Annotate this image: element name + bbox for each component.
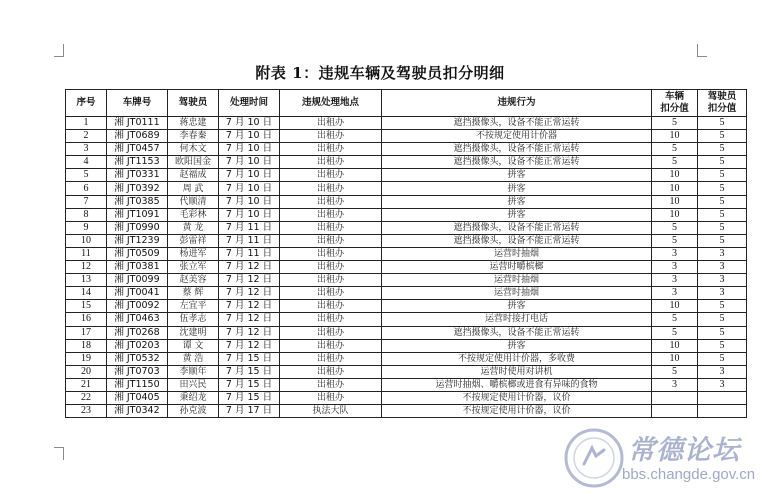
- cell-vehicle-points: 3: [652, 378, 698, 391]
- cell-violation: 拼客: [382, 169, 652, 182]
- cell-serial: 7: [66, 195, 107, 208]
- cell-driver: 李春秦: [168, 130, 219, 143]
- cell-driver: 田兴民: [168, 378, 219, 391]
- header-violation: 违规行为: [382, 90, 652, 117]
- cell-plate: 湘 JT0392: [107, 182, 168, 195]
- header-driver: 驾驶员: [168, 90, 219, 117]
- cell-date: 7 月 12 日: [219, 300, 280, 313]
- cell-violation: 遮挡摄像头，设备不能正常运转: [382, 143, 652, 156]
- watermark-url: bbs.changde.gov.cn: [622, 466, 756, 483]
- cell-date: 7 月 10 日: [219, 130, 280, 143]
- cell-plate: 湘 JT0703: [107, 365, 168, 378]
- cell-date: 7 月 11 日: [219, 247, 280, 260]
- cell-location: 出租办: [280, 287, 382, 300]
- cell-driver: 黄 龙: [168, 221, 219, 234]
- cell-location: 出租办: [280, 300, 382, 313]
- cell-vehicle-points: 3: [652, 247, 698, 260]
- cell-serial: 10: [66, 234, 107, 247]
- cell-vehicle-points: 5: [652, 156, 698, 169]
- cell-date: 7 月 12 日: [219, 274, 280, 287]
- cell-violation: 遮挡摄像头，设备不能正常运转: [382, 326, 652, 339]
- forum-watermark: [558, 426, 758, 490]
- table-row: [66, 378, 747, 391]
- cell-plate: 湘 JT1150: [107, 378, 168, 391]
- cell-serial: 13: [66, 274, 107, 287]
- cell-serial: 1: [66, 117, 107, 130]
- cell-violation: 拼客: [382, 182, 652, 195]
- cell-location: 出租办: [280, 247, 382, 260]
- cell-violation: 运营时嚼槟榔: [382, 261, 652, 274]
- cell-serial: 11: [66, 247, 107, 260]
- header-location: 违规处理地点: [280, 90, 382, 117]
- cell-vehicle-points: 3: [652, 261, 698, 274]
- table-row: [66, 143, 747, 156]
- cell-driver-points: 3: [698, 378, 747, 391]
- cell-serial: 12: [66, 261, 107, 274]
- cell-violation: 运营时使用对讲机: [382, 365, 652, 378]
- table-row: [66, 182, 747, 195]
- cell-location: 出租办: [280, 378, 382, 391]
- cell-plate: 湘 JT0092: [107, 300, 168, 313]
- cell-plate: 湘 JT0457: [107, 143, 168, 156]
- cell-driver-points: 5: [698, 195, 747, 208]
- cell-serial: 19: [66, 352, 107, 365]
- cell-plate: 湘 JT1239: [107, 234, 168, 247]
- cell-violation: 拼客: [382, 300, 652, 313]
- cell-violation: 拼客: [382, 195, 652, 208]
- cell-violation: 不按规定使用计价器，多收费: [382, 352, 652, 365]
- cell-serial: 22: [66, 391, 107, 404]
- cell-vehicle-points: 5: [652, 326, 698, 339]
- cell-violation: 遮挡摄像头，设备不能正常运转: [382, 221, 652, 234]
- table-header-row: [66, 90, 747, 117]
- table-row: [66, 117, 747, 130]
- page-corner-mark-top-right: [697, 44, 707, 57]
- table-row: [66, 339, 747, 352]
- table-row: [66, 208, 747, 221]
- cell-driver-points: 5: [698, 326, 747, 339]
- cell-driver: 赵美容: [168, 274, 219, 287]
- table-row: [66, 352, 747, 365]
- cell-date: 7 月 15 日: [219, 391, 280, 404]
- table-row: [66, 169, 747, 182]
- cell-vehicle-points: 10: [652, 130, 698, 143]
- header-date: 处理时间: [219, 90, 280, 117]
- table-row: [66, 313, 747, 326]
- cell-driver: 左宜平: [168, 300, 219, 313]
- cell-plate: 湘 JT1091: [107, 208, 168, 221]
- cell-plate: 湘 JT0331: [107, 169, 168, 182]
- cell-driver: 谭 文: [168, 339, 219, 352]
- cell-serial: 14: [66, 287, 107, 300]
- cell-location: 出租办: [280, 169, 382, 182]
- cell-driver: 代顺清: [168, 195, 219, 208]
- cell-location: 出租办: [280, 326, 382, 339]
- cell-date: 7 月 12 日: [219, 313, 280, 326]
- cell-date: 7 月 12 日: [219, 261, 280, 274]
- cell-driver: 孙克波: [168, 405, 219, 418]
- cell-location: 出租办: [280, 143, 382, 156]
- table-row: [66, 365, 747, 378]
- cell-serial: 17: [66, 326, 107, 339]
- header-driver-points-line1: 驾驶员: [707, 91, 737, 102]
- cell-location: 出租办: [280, 391, 382, 404]
- table-row: [66, 247, 747, 260]
- table-row: [66, 221, 747, 234]
- header-vehicle-points: [652, 90, 698, 117]
- table-row: [66, 130, 747, 143]
- cell-location: 出租办: [280, 352, 382, 365]
- cell-vehicle-points: [652, 391, 698, 404]
- table-row: [66, 326, 747, 339]
- cell-driver: 毛彩林: [168, 208, 219, 221]
- cell-vehicle-points: 10: [652, 169, 698, 182]
- cell-violation: 遮挡摄像头，设备不能正常运转: [382, 234, 652, 247]
- cell-driver-points: 5: [698, 313, 747, 326]
- cell-driver-points: 3: [698, 247, 747, 260]
- table-row: [66, 391, 747, 404]
- cell-driver: 赵福成: [168, 169, 219, 182]
- document-title: 附表 1：违规车辆及驾驶员扣分明细: [255, 64, 505, 82]
- cell-location: 出租办: [280, 221, 382, 234]
- cell-driver: 沈建明: [168, 326, 219, 339]
- cell-vehicle-points: 10: [652, 182, 698, 195]
- cell-driver-points: 5: [698, 130, 747, 143]
- cell-location: 出租办: [280, 261, 382, 274]
- cell-date: 7 月 10 日: [219, 169, 280, 182]
- cell-date: 7 月 12 日: [219, 339, 280, 352]
- cell-serial: 8: [66, 208, 107, 221]
- cell-driver-points: 5: [698, 169, 747, 182]
- cell-plate: 湘 JT1153: [107, 156, 168, 169]
- forum-seal-icon: [562, 426, 626, 490]
- cell-plate: 湘 JT0532: [107, 352, 168, 365]
- cell-serial: 5: [66, 169, 107, 182]
- cell-driver: 黄 浩: [168, 352, 219, 365]
- cell-plate: 湘 JT0463: [107, 313, 168, 326]
- cell-violation: 遮挡摄像头，设备不能正常运转: [382, 156, 652, 169]
- cell-location: 执法大队: [280, 405, 382, 418]
- cell-plate: 湘 JT0385: [107, 195, 168, 208]
- cell-driver: 杨进军: [168, 247, 219, 260]
- cell-serial: 3: [66, 143, 107, 156]
- cell-location: 出租办: [280, 234, 382, 247]
- cell-date: 7 月 15 日: [219, 352, 280, 365]
- cell-vehicle-points: 10: [652, 352, 698, 365]
- cell-driver-points: 5: [698, 352, 747, 365]
- table-row: [66, 156, 747, 169]
- cell-plate: 湘 JT0509: [107, 247, 168, 260]
- cell-driver-points: 5: [698, 234, 747, 247]
- cell-plate: 湘 JT0268: [107, 326, 168, 339]
- cell-violation: 拼客: [382, 208, 652, 221]
- header-vehicle-points-line1: 车辆: [664, 91, 684, 102]
- cell-driver-points: 3: [698, 274, 747, 287]
- cell-date: 7 月 15 日: [219, 365, 280, 378]
- cell-driver-points: [698, 391, 747, 404]
- cell-location: 出租办: [280, 182, 382, 195]
- cell-violation: 运营时接打电话: [382, 313, 652, 326]
- cell-location: 出租办: [280, 156, 382, 169]
- cell-driver-points: [698, 405, 747, 418]
- cell-vehicle-points: 5: [652, 365, 698, 378]
- cell-violation: 运营时抽烟、嚼槟榔或进食有异味的食物: [382, 378, 652, 391]
- cell-serial: 18: [66, 339, 107, 352]
- cell-driver: 秉绍龙: [168, 391, 219, 404]
- cell-serial: 9: [66, 221, 107, 234]
- cell-serial: 2: [66, 130, 107, 143]
- cell-vehicle-points: 5: [652, 221, 698, 234]
- cell-location: 出租办: [280, 274, 382, 287]
- cell-plate: 湘 JT0041: [107, 287, 168, 300]
- header-serial: 序号: [66, 90, 107, 117]
- cell-driver: 彭雷祥: [168, 234, 219, 247]
- cell-vehicle-points: 10: [652, 195, 698, 208]
- cell-serial: 6: [66, 182, 107, 195]
- page-corner-mark-top-left: [54, 44, 64, 57]
- cell-driver-points: 5: [698, 339, 747, 352]
- header-plate: 车牌号: [107, 90, 168, 117]
- cell-plate: 湘 JT0689: [107, 130, 168, 143]
- cell-driver-points: 3: [698, 287, 747, 300]
- cell-serial: 21: [66, 378, 107, 391]
- cell-date: 7 月 10 日: [219, 117, 280, 130]
- watermark-text: 常德论坛: [628, 435, 740, 466]
- cell-serial: 15: [66, 300, 107, 313]
- cell-driver-points: 3: [698, 261, 747, 274]
- cell-location: 出租办: [280, 339, 382, 352]
- cell-plate: 湘 JT0342: [107, 405, 168, 418]
- cell-vehicle-points: [652, 405, 698, 418]
- cell-plate: 湘 JT0203: [107, 339, 168, 352]
- cell-date: 7 月 10 日: [219, 195, 280, 208]
- table-row: [66, 405, 747, 418]
- cell-vehicle-points: 3: [652, 274, 698, 287]
- cell-date: 7 月 10 日: [219, 182, 280, 195]
- cell-location: 出租办: [280, 208, 382, 221]
- cell-date: 7 月 11 日: [219, 234, 280, 247]
- cell-date: 7 月 10 日: [219, 208, 280, 221]
- cell-driver: 周 武: [168, 182, 219, 195]
- cell-serial: 20: [66, 365, 107, 378]
- cell-driver-points: 5: [698, 182, 747, 195]
- cell-driver: 李顺年: [168, 365, 219, 378]
- cell-driver-points: 5: [698, 117, 747, 130]
- cell-serial: 23: [66, 405, 107, 418]
- cell-driver: 何木文: [168, 143, 219, 156]
- cell-location: 出租办: [280, 195, 382, 208]
- cell-plate: 湘 JT0099: [107, 274, 168, 287]
- cell-driver: 张立军: [168, 261, 219, 274]
- cell-vehicle-points: 10: [652, 208, 698, 221]
- cell-location: 出租办: [280, 117, 382, 130]
- table-row: [66, 234, 747, 247]
- cell-vehicle-points: 10: [652, 300, 698, 313]
- table-body: [66, 117, 747, 418]
- cell-driver: 蒋忠建: [168, 117, 219, 130]
- header-vehicle-points-line2: 扣分值: [660, 103, 689, 114]
- cell-driver: 伍孝志: [168, 313, 219, 326]
- violation-table: [65, 89, 747, 418]
- header-driver-points: [698, 90, 747, 117]
- cell-violation: 运营时抽烟: [382, 247, 652, 260]
- cell-plate: 湘 JT0990: [107, 221, 168, 234]
- cell-vehicle-points: 5: [652, 117, 698, 130]
- cell-driver: 蔡 辉: [168, 287, 219, 300]
- table-row: [66, 274, 747, 287]
- cell-date: 7 月 11 日: [219, 221, 280, 234]
- table-row: [66, 287, 747, 300]
- table-row: [66, 300, 747, 313]
- cell-violation: 不按规定使用计价器: [382, 130, 652, 143]
- cell-date: 7 月 15 日: [219, 378, 280, 391]
- cell-driver-points: 5: [698, 156, 747, 169]
- cell-vehicle-points: 10: [652, 339, 698, 352]
- cell-violation: 不按规定使用计价器，议价: [382, 391, 652, 404]
- cell-violation: 不按规定使用计价器，议价: [382, 405, 652, 418]
- cell-date: 7 月 12 日: [219, 287, 280, 300]
- cell-plate: 湘 JT0381: [107, 261, 168, 274]
- cell-driver-points: 5: [698, 143, 747, 156]
- cell-date: 7 月 10 日: [219, 143, 280, 156]
- cell-driver-points: 5: [698, 208, 747, 221]
- cell-violation: 运营时抽烟: [382, 287, 652, 300]
- table-row: [66, 195, 747, 208]
- cell-location: 出租办: [280, 313, 382, 326]
- cell-location: 出租办: [280, 130, 382, 143]
- cell-vehicle-points: 5: [652, 234, 698, 247]
- cell-driver-points: 5: [698, 300, 747, 313]
- cell-violation: 遮挡摄像头，设备不能正常运转: [382, 117, 652, 130]
- cell-date: 7 月 10 日: [219, 156, 280, 169]
- cell-serial: 4: [66, 156, 107, 169]
- cell-violation: 运营时抽烟: [382, 274, 652, 287]
- cell-date: 7 月 12 日: [219, 326, 280, 339]
- cell-location: 出租办: [280, 365, 382, 378]
- cell-violation: 拼客: [382, 339, 652, 352]
- cell-plate: 湘 JT0405: [107, 391, 168, 404]
- cell-vehicle-points: 3: [652, 287, 698, 300]
- cell-vehicle-points: 5: [652, 143, 698, 156]
- cell-date: 7 月 17 日: [219, 405, 280, 418]
- cell-vehicle-points: 5: [652, 313, 698, 326]
- cell-plate: 湘 JT0111: [107, 117, 168, 130]
- cell-driver-points: 3: [698, 365, 747, 378]
- cell-serial: 16: [66, 313, 107, 326]
- cell-driver-points: 5: [698, 221, 747, 234]
- page-corner-mark-bottom-left: [54, 447, 64, 460]
- cell-driver: 欧阳国金: [168, 156, 219, 169]
- header-driver-points-line2: 扣分值: [707, 103, 737, 114]
- table-row: [66, 261, 747, 274]
